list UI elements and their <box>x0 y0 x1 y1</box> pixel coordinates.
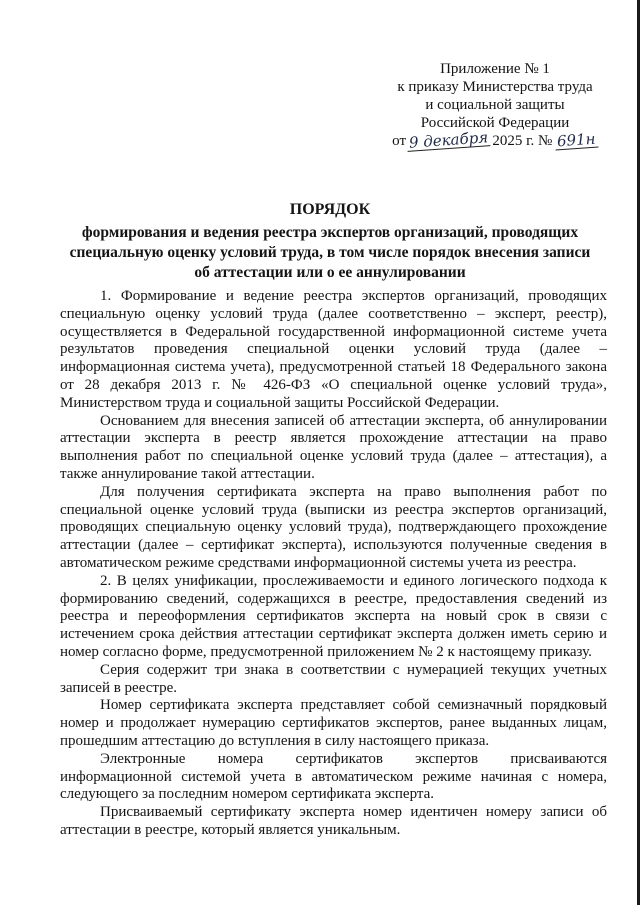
paragraph-3: Для получения сертификата эксперта на право выполнения работ по специальной оценке условий труда (выписки из реестра экспертов организаций, проводящих специальную оценку условий труда), подтверждающего прохождение аттестации (далее – сертификат эксперта), используются полученные сведения в автоматическом режиме средствами информационной системы учета из реестра. <box>60 483 607 571</box>
annex-line-2: к приказу Министерства труда <box>397 79 593 95</box>
title-main: ПОРЯДОК <box>289 201 371 218</box>
paragraph-7: Электронные номера сертификатов экспертов присваиваются информационной системой учета в автоматическом режиме начиная с номера, следующего за последним номером сертификата эксперта. <box>60 750 607 803</box>
document-body <box>60 288 607 840</box>
paragraph-8: Присваиваемый сертификату эксперта номер идентичен номеру записи об аттестации в реестре, который является уникальным. <box>60 804 607 838</box>
annex-line-1: Приложение № 1 <box>440 61 550 77</box>
annex-line-4: Российской Федерации <box>420 115 570 131</box>
paragraph-2: Основанием для внесения записей об аттестации эксперта, об аннулировании аттестации эксперта в реестр является прохождение аттестации на право выполнения работ по специальной оценке условий труда (далее – аттестация), а также аннулирование такой аттестации. <box>60 412 607 482</box>
title-line-1: формирования и ведения реестра экспертов организаций, проводящих <box>81 224 579 241</box>
handwritten-date: 9 декабря <box>408 128 489 152</box>
annex-header <box>392 60 597 152</box>
title-line-3: об аттестации или о ее аннулировании <box>194 264 466 281</box>
paragraph-6: Номер сертификата эксперта представляет собой семизначный порядковый номер и продолжает нумерацию сертификатов экспертов, ранее выданных лицам, прошедшим аттестацию до вступления в силу настоящего приказа. <box>60 697 607 749</box>
date-year: 2025 г. № <box>492 133 553 149</box>
paragraph-4: 2. В целях унификации, прослеживаемости и единого логического подхода к формированию сведений, содержащихся в реестре, предоставления сведений из реестра и переоформления сертификатов эксперта на новый срок в связи с истечением срока действия аттестации сертификат эксперта должен иметь серию и номер согласно форме, предусмотренной приложением № 2 к настоящему приказу. <box>60 572 607 660</box>
paragraph-1: 1. Формирование и ведение реестра экспертов организаций, проводящих специальную оценку условий труда (далее соответственно – эксперт, реестр), осуществляется в Федеральной государственной информационной системе учета результатов проведения специальной оценки условий труда (далее – информационная система учета), предусмотренной статьей 18 Федерального закона от 28 декабря 2013 г. № 426-ФЗ «О специальной оценке условий труда», Министерством труда и социальной защиты Российской Федерации. <box>60 288 607 411</box>
document-title <box>60 200 600 283</box>
title-line-2: специальную оценку условий труда, в том числе порядок внесения записи <box>69 244 591 261</box>
annex-date-line <box>392 128 597 152</box>
handwritten-order-number: 691н <box>556 129 597 151</box>
annex-line-3: и социальной защиты <box>425 97 565 113</box>
paragraph-5: Серия содержит три знака в соответствии с нумерацией текущих учетных записей в реестре. <box>60 661 607 696</box>
date-prefix: от <box>392 133 407 149</box>
